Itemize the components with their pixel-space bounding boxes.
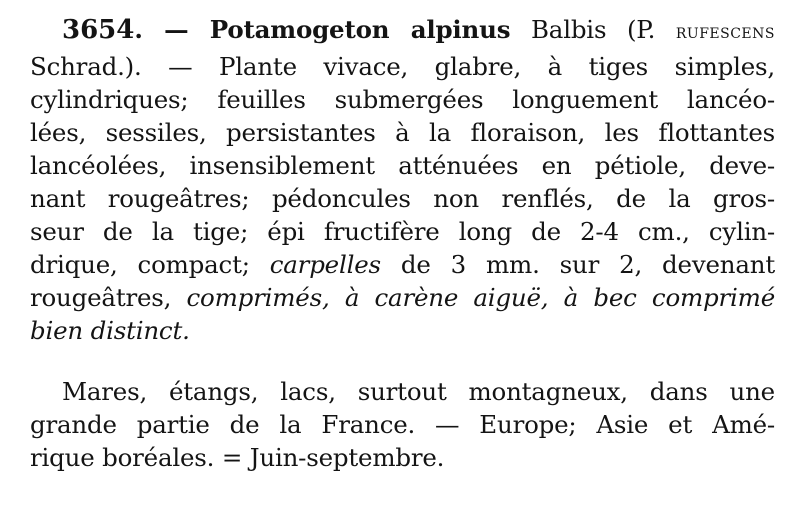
description-line: lancéolées, insensiblement atténuées en pétiole, deve- bbox=[30, 151, 775, 180]
entry-separator: . — bbox=[134, 15, 210, 44]
description-text: de 3 mm. sur 2, devenant bbox=[380, 250, 775, 279]
species-author: Balbis (P. bbox=[510, 15, 676, 44]
habitat-line: Mares, étangs, lacs, surtout montagneux, dans une bbox=[62, 377, 775, 406]
description-italic: carpelles bbox=[269, 250, 381, 279]
description-line bbox=[30, 249, 775, 280]
description-italic: comprimés, à carène aiguë, à bec comprimé bbox=[186, 283, 775, 312]
species-name: Potamogeton alpinus bbox=[209, 15, 511, 44]
description-line: seur de la tige; épi fructifère long de 2-4 cm., cylin- bbox=[30, 217, 775, 246]
description-line: nant rougeâtres; pédoncules non renflés, de la gros- bbox=[30, 184, 775, 213]
habitat-line: rique boréales. = Juin-septembre. bbox=[30, 443, 445, 472]
description-text: drique, compact; bbox=[30, 250, 270, 279]
description-line bbox=[30, 282, 775, 313]
habitat-line: grande partie de la France. — Europe; Asie et Amé- bbox=[30, 410, 775, 439]
synonym-name: rufescens bbox=[675, 19, 775, 43]
description-line: Schrad.). — Plante vivace, glabre, à tiges simples, bbox=[30, 52, 775, 81]
description-line: cylindriques; feuilles submergées longuement lancéo- bbox=[30, 85, 775, 114]
description-text: rougeâtres, bbox=[30, 283, 187, 312]
entry-number: 3654 bbox=[62, 15, 135, 45]
entry-heading-line bbox=[62, 14, 775, 47]
description-line: lées, sessiles, persistantes à la floraison, les flottantes bbox=[30, 118, 775, 147]
description-line: bien distinct. bbox=[30, 316, 190, 345]
